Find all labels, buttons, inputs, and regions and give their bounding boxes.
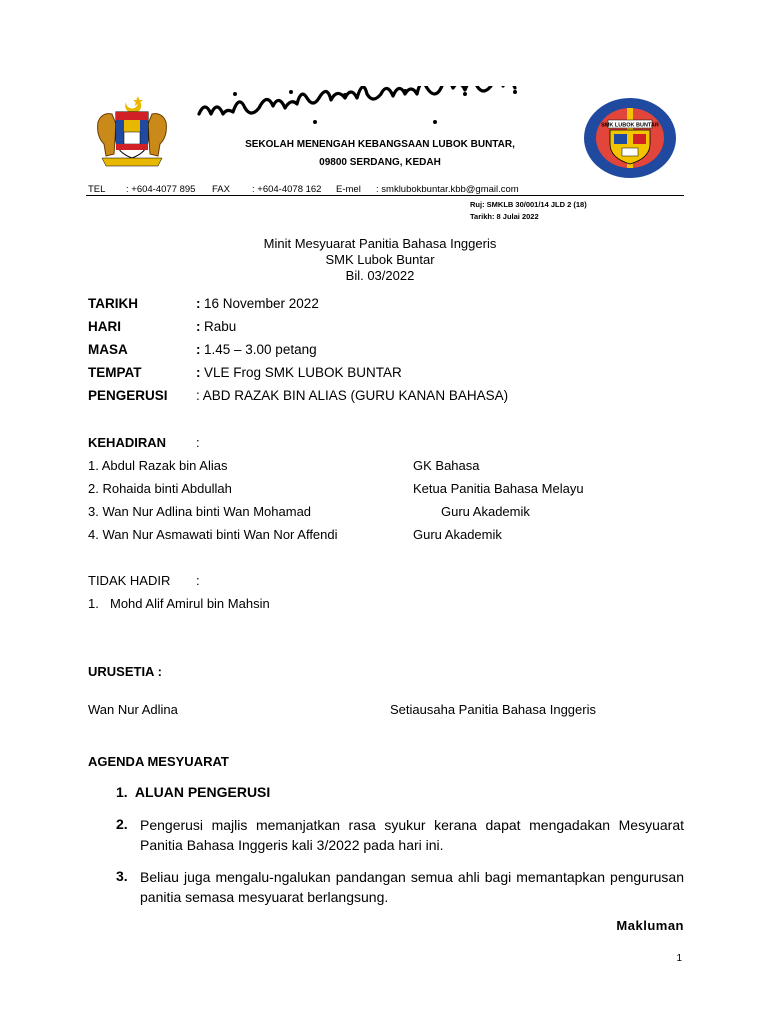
attendance-label: KEHADIRAN bbox=[88, 435, 166, 450]
info-value-pengerusi: : ABD RAZAK BIN ALIAS (GURU KANAN BAHASA) bbox=[196, 388, 509, 403]
attendee-name: 2. Rohaida binti Abdullah bbox=[88, 481, 232, 496]
info-label-tempat: TEMPAT bbox=[88, 365, 142, 380]
info-colon: : bbox=[196, 342, 201, 357]
agenda-point-text: Beliau juga mengalu-ngalukan pandangan semua ahli bagi memantapkan pengurusan panitia semasa mesyuarat berlangsung. bbox=[140, 869, 684, 905]
attendee-name: 4. Wan Nur Asmawati binti Wan Nor Affendi bbox=[88, 527, 338, 542]
tel-value: : +604-4077 895 bbox=[126, 184, 196, 195]
reference-number: Ruj: SMKLB 30/001/14 JLD 2 (18) bbox=[470, 200, 587, 209]
secretariat-name: Wan Nur Adlina bbox=[88, 702, 178, 717]
info-value-tempat: VLE Frog SMK LUBOK BUNTAR bbox=[204, 365, 402, 380]
agenda-item-heading: 1. ALUAN PENGERUSI bbox=[116, 784, 271, 800]
minutes-number: Bil. 03/2022 bbox=[345, 268, 415, 283]
info-colon: : bbox=[196, 319, 201, 334]
info-label-masa: MASA bbox=[88, 342, 128, 357]
absent-colon: : bbox=[196, 573, 200, 588]
info-label-tarikh: TARIKH bbox=[88, 296, 138, 311]
reference-date: Tarikh: 8 Julai 2022 bbox=[470, 212, 539, 221]
school-badge-icon bbox=[582, 96, 678, 180]
minutes-title: Minit Mesyuarat Panitia Bahasa Inggeris bbox=[263, 236, 497, 251]
badge-label: SMK LUBOK BUNTAR bbox=[601, 122, 659, 129]
attendee-name: 3. Wan Nur Adlina binti Wan Mohamad bbox=[88, 504, 312, 519]
school-name: SEKOLAH MENENGAH KEBANGSAAN LUBOK BUNTAR, bbox=[245, 139, 515, 150]
attendee-role: Guru Akademik bbox=[441, 504, 530, 519]
info-value-masa: 1.45 – 3.00 petang bbox=[204, 342, 317, 357]
secretariat-label: URUSETIA : bbox=[88, 664, 162, 679]
minutes-subtitle: SMK Lubok Buntar bbox=[325, 252, 435, 267]
attendee-role: Guru Akademik bbox=[413, 527, 502, 542]
info-colon: : bbox=[196, 365, 201, 380]
attendance-colon: : bbox=[196, 435, 200, 450]
agenda-point-text: Pengerusi majlis memanjatkan rasa syukur kerana dapat mengadakan Mesyuarat Panitia Bahasa Inggeris kali 3/2022 pada hari ini. bbox=[140, 817, 684, 853]
attendee-role: Ketua Panitia Bahasa Melayu bbox=[413, 481, 584, 496]
tel-label: TEL bbox=[88, 184, 106, 195]
info-value-tarikh: 16 November 2022 bbox=[204, 296, 319, 311]
attendee-role: GK Bahasa bbox=[413, 458, 480, 473]
absent-label: TIDAK HADIR bbox=[88, 573, 171, 588]
info-colon: : bbox=[196, 296, 201, 311]
jawi-script-graphic bbox=[195, 86, 565, 126]
agenda-label: AGENDA MESYUARAT bbox=[88, 754, 229, 769]
malaysia-coat-of-arms-icon bbox=[92, 92, 172, 168]
action-makluman: Makluman bbox=[616, 918, 684, 933]
info-label-hari: HARI bbox=[88, 319, 121, 334]
school-address: 09800 SERDANG, KEDAH bbox=[319, 157, 441, 168]
info-value-hari: Rabu bbox=[204, 319, 237, 334]
info-label-pengerusi: PENGERUSI bbox=[88, 388, 168, 403]
secretariat-role: Setiausaha Panitia Bahasa Inggeris bbox=[390, 702, 596, 717]
page-number: 1 bbox=[676, 953, 682, 964]
agenda-point-number: 2. bbox=[116, 816, 128, 832]
letterhead-divider bbox=[86, 195, 684, 196]
fax-value: : +604-4078 162 bbox=[252, 184, 322, 195]
fax-label: FAX bbox=[212, 184, 230, 195]
email-label: E-mel bbox=[336, 184, 361, 195]
agenda-point-number: 3. bbox=[116, 868, 128, 884]
jawi-school-name bbox=[195, 86, 565, 126]
attendee-name: 1. Abdul Razak bin Alias bbox=[88, 458, 228, 473]
absent-name: Mohd Alif Amirul bin Mahsin bbox=[110, 596, 270, 611]
email-value: : smklubokbuntar.kbb@gmail.com bbox=[376, 184, 519, 195]
absent-number: 1. bbox=[88, 596, 99, 611]
